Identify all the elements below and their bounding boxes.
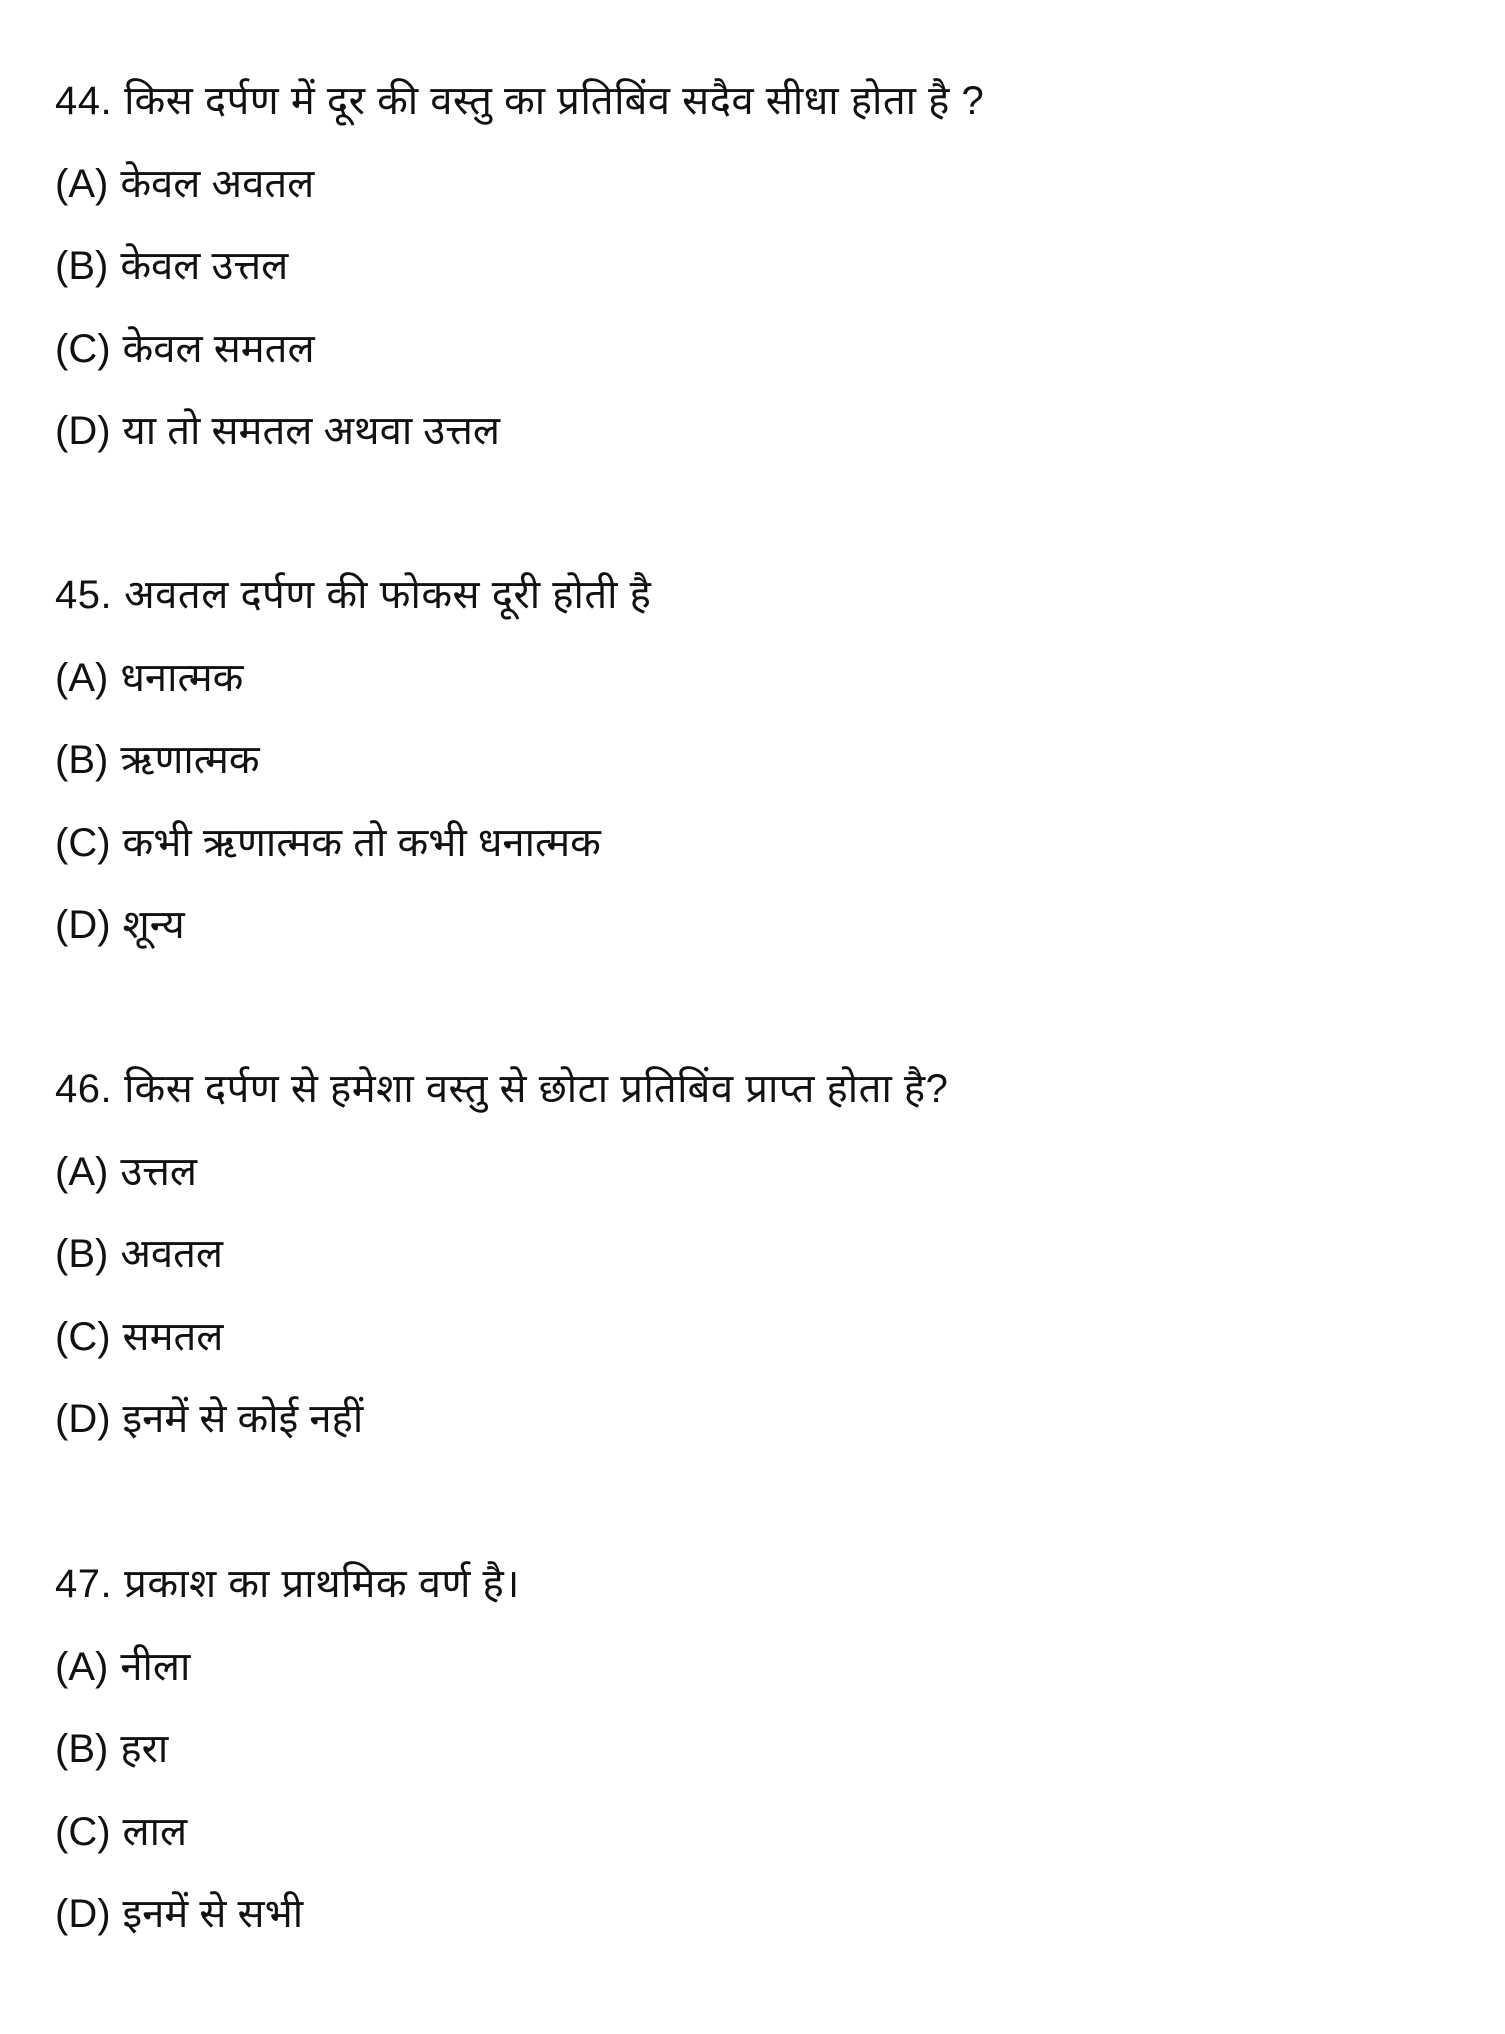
question-number: 45. [55, 573, 113, 617]
option-text: लाल [122, 1809, 188, 1854]
question-number: 44. [55, 79, 113, 123]
option-item [55, 1213, 948, 1296]
option-item [55, 1378, 948, 1461]
option-text: इनमें से सभी [122, 1892, 304, 1936]
option-label: (C) [55, 1809, 111, 1854]
option-item [55, 143, 984, 226]
option-label: (B) [55, 244, 109, 288]
option-label: (C) [55, 820, 111, 865]
question-text-line [55, 554, 651, 637]
question-text: अवतल दर्पण की फोकस दूरी होती है [124, 573, 652, 617]
option-item [55, 1708, 520, 1791]
option-label: (D) [55, 1397, 111, 1441]
question-number: 47. [55, 1562, 113, 1606]
option-item [55, 637, 651, 720]
question-text: किस दर्पण में दूर की वस्तु का प्रतिबिंव सदैव सीधा होता है ? [124, 79, 985, 123]
option-item [55, 802, 651, 885]
question-block [55, 1543, 520, 1956]
option-label: (D) [55, 903, 111, 947]
option-item [55, 1873, 520, 1956]
option-text: नीला [120, 1644, 191, 1689]
option-label: (C) [55, 326, 111, 371]
question-number: 46. [55, 1067, 113, 1111]
option-label: (A) [55, 655, 109, 700]
question-block [55, 554, 651, 967]
option-text: इनमें से कोई नहीं [122, 1397, 364, 1441]
question-text-line [55, 60, 984, 143]
option-label: (B) [55, 738, 109, 782]
option-label: (B) [55, 1727, 109, 1771]
option-item [55, 1296, 948, 1379]
option-text: शून्य [122, 903, 185, 947]
option-item [55, 884, 651, 967]
option-item [55, 1626, 520, 1709]
option-item [55, 225, 984, 308]
question-text-line [55, 1543, 520, 1626]
option-text: या तो समतल अथवा उत्तल [122, 409, 500, 453]
option-text: अवतल [120, 1232, 224, 1276]
option-text: केवल उत्तल [120, 244, 289, 288]
option-text: समतल [122, 1314, 224, 1359]
option-text: ऋणात्मक [120, 738, 260, 782]
question-text-line [55, 1048, 948, 1131]
option-text: केवल अवतल [120, 161, 315, 206]
option-label: (A) [55, 1644, 109, 1689]
option-item [55, 719, 651, 802]
option-item [55, 308, 984, 391]
option-label: (B) [55, 1232, 109, 1276]
option-item [55, 390, 984, 473]
option-text: कभी ऋणात्मक तो कभी धनात्मक [122, 820, 601, 865]
option-label: (A) [55, 1149, 109, 1194]
option-item [55, 1791, 520, 1874]
option-label: (D) [55, 1892, 111, 1936]
option-text: उत्तल [120, 1149, 198, 1194]
question-text: प्रकाश का प्राथमिक वर्ण है। [124, 1562, 520, 1606]
option-text: केवल समतल [122, 326, 315, 371]
question-block [55, 60, 984, 473]
option-label: (C) [55, 1314, 111, 1359]
option-text: धनात्मक [120, 655, 244, 700]
option-label: (D) [55, 409, 111, 453]
option-text: हरा [120, 1727, 169, 1771]
option-item [55, 1131, 948, 1214]
question-text: किस दर्पण से हमेशा वस्तु से छोटा प्रतिबिंव प्राप्त होता है? [124, 1067, 949, 1111]
option-label: (A) [55, 161, 109, 206]
question-block [55, 1048, 948, 1461]
